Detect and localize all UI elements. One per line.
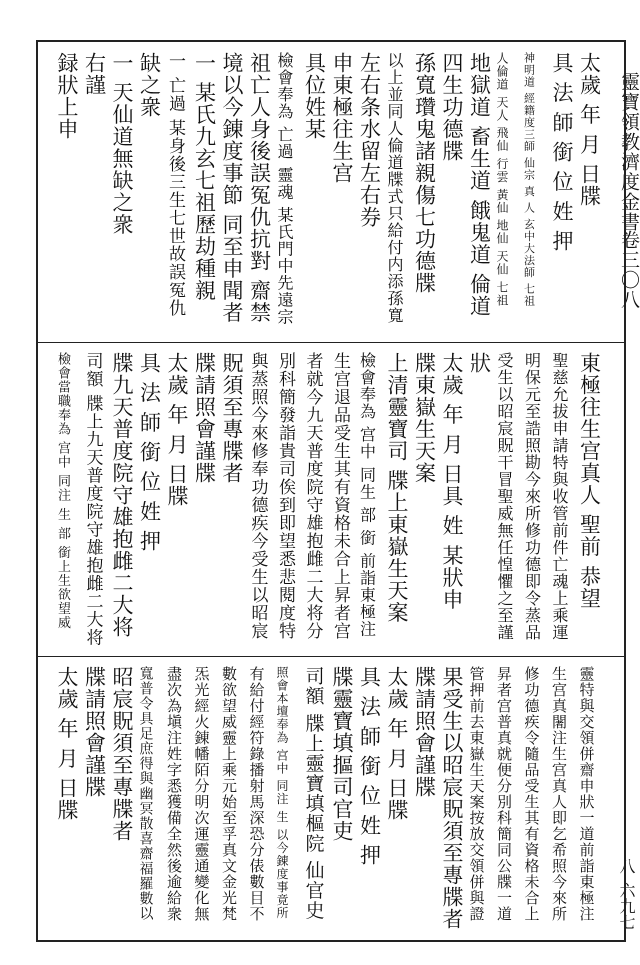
panel-top-line: 右謹 — [82, 52, 107, 96]
panel-top-line: 左右条水留左右券 — [357, 52, 382, 228]
panel-bottom-line: 炁光經火錬幡陌分明次運靈通變化無 — [192, 666, 211, 922]
panel-top-line: 一 亡過 某身後三生七世故誤冤仇 — [165, 52, 185, 317]
panel-middle-line: 太歲 年 月 日具 姓 某狀申 — [440, 352, 464, 611]
panel-middle-line: 檢會當職奉為 宫中 同注 生 部 銜上生欲望威 — [55, 352, 70, 630]
volume-label: 卷三〇八 — [618, 230, 640, 310]
panel-top-line: 以上並同人倫道牒式只給付内添孫寬 — [385, 52, 404, 324]
panel-middle-line: 上清靈寶司 牒上東嶽生天案 — [385, 352, 409, 624]
panel-middle-line: 生宫退品受生其有資格未合上昇者宫 — [330, 352, 350, 640]
panel-bottom-line: 昭宸貺須至專牒者 — [110, 666, 134, 842]
panel-top-line: 缺之衆 — [137, 52, 162, 118]
panel-bottom-line: 牒請照會謹牒 — [82, 666, 107, 798]
panel-middle-line: 明保元至誥照勘今來所修功德即令蒸品 — [522, 352, 542, 641]
panel-middle-line: 牒請照會謹牒 — [192, 352, 217, 484]
panel-middle-line: 與蒸照今來修奉功德疾今受生以昭宸 — [247, 352, 268, 640]
panel-top-line: 一 天仙道無缺之衆 — [110, 52, 134, 236]
panel-top-line: 一 某氏九玄七祖歷劫種親 — [192, 52, 217, 302]
panel-bottom-line: 照會本壇奉為 宫中 同注 生 以今錬度事竟所 — [275, 666, 289, 920]
panel-bottom-line: 靈特與交領併齋申狀一道前詣東極注 — [577, 666, 596, 922]
panel-middle-line: 狀 — [467, 352, 492, 374]
panel-middle-line: 太歲 年 月 日牒 — [165, 352, 189, 508]
panel-middle-line: 受生以昭宸貺干冒聖威無任惶懼之至謹 — [495, 352, 514, 641]
panel-top-line: 檢會奉為 亡過 靈魂 某氏門中先遠宗 — [275, 52, 294, 326]
panel-middle-line: 司額 牒上九天普度院守雄抱雌二大将 — [82, 352, 103, 647]
panel-top-line: 具位姓某 — [302, 52, 327, 140]
panel-top-line: 祖亡人身後誤冤仇抗對 齋禁 — [247, 52, 272, 324]
panel-bottom-line: 有給付經符錄播射馬深恐分俵數目不 — [247, 666, 266, 922]
panel-bottom-line: 牒靈寶填摳司官吏 — [330, 666, 354, 842]
panel-top-line: 境以今錬度事節 同至申聞者 — [220, 52, 244, 324]
panel-top-line: 人倫道 天人 飛仙 行雲 黃仙 地仙 天仙 七祖 — [495, 52, 509, 307]
page-marker: 八 — [617, 858, 636, 874]
panel-top-line: 孫寬瓚鬼諸親傷七功德牒 — [412, 52, 437, 294]
panel-top-line: 地獄道 畜生道 餓鬼道 倫道 — [467, 52, 492, 318]
book-title: 靈寶領教濟度金書 — [618, 72, 640, 232]
panel-middle-line: 者就今九天普度院守雄抱雌二大将分 — [302, 352, 323, 640]
panel-top-line: 太歲 年 月 日牒 — [577, 52, 602, 208]
page-number: 六九七 — [617, 882, 636, 930]
panel-middle-line: 牒東嶽生天案 — [412, 352, 437, 484]
panel-middle-line: 貺須至專牒者 — [220, 352, 244, 484]
panel-middle-line: 檢會奉為 宫中 同生 部 銜 前詣東極注 — [357, 352, 377, 638]
panel-middle-line: 東極往生宫真人 聖前 恭望 — [577, 352, 602, 610]
panel-bottom-line: 寬普令具足庶得與幽冥散喜齋福羅數以 — [137, 666, 154, 921]
divider-bottom — [36, 656, 626, 657]
panel-bottom-line: 果受生以昭宸貺須至專牒者 — [440, 666, 464, 930]
panel-top-line: 神明道 經籍度三師 仙宗 真 人 玄中大法師 七祖 — [522, 52, 536, 307]
panel-bottom-line: 具 法 師 銜 位 姓 押 — [357, 666, 382, 867]
panel-bottom-line: 司額 牒上靈寶填樞院 仙官史 — [302, 666, 325, 921]
panel-bottom-line: 牒請照會謹牒 — [412, 666, 437, 798]
panel-bottom-line: 太歲 年 月 日牒 — [385, 666, 409, 822]
panel-top-line: 録狀上申 — [55, 52, 79, 140]
divider-top — [36, 342, 626, 343]
panel-bottom-line: 盡次為塡注姓字悉獲備全然後逾給衆 — [165, 666, 183, 922]
panel-bottom-line: 管押前去東嶽生天案按放交領併與證 — [467, 666, 486, 922]
panel-top-line: 四生功德牒 — [440, 52, 464, 162]
panel-bottom-line: 太歲 年 月 日牒 — [55, 666, 79, 822]
panel-top-line: 申東極往生宫 — [330, 52, 354, 184]
panel-middle-line: 牒九天普度院守雄抱雌二大将 — [110, 352, 134, 638]
panel-middle-line: 別科簡發詣貴司俟到即望悉悲閱度特 — [275, 352, 295, 640]
panel-bottom-line: 昇者宫普真就便分別科簡同公牒一道 — [495, 666, 513, 922]
panel-top-line: 具 法 師 銜 位 姓 押 — [550, 52, 574, 253]
panel-bottom-line: 修功德疾令隨品受生其有資格未合上 — [522, 666, 541, 922]
panel-middle-line: 具 法 師 銜 位 姓 押 — [137, 352, 162, 553]
panel-bottom-line: 生宫真闍注生宫真人即乞希照今來所 — [550, 666, 568, 922]
panel-bottom-line: 數欲望威靈上乘元始至孚真文金光梵 — [220, 666, 238, 922]
panel-middle-line: 聖慈允拔申請特與收管前件亡魂上乘運 — [550, 352, 569, 641]
